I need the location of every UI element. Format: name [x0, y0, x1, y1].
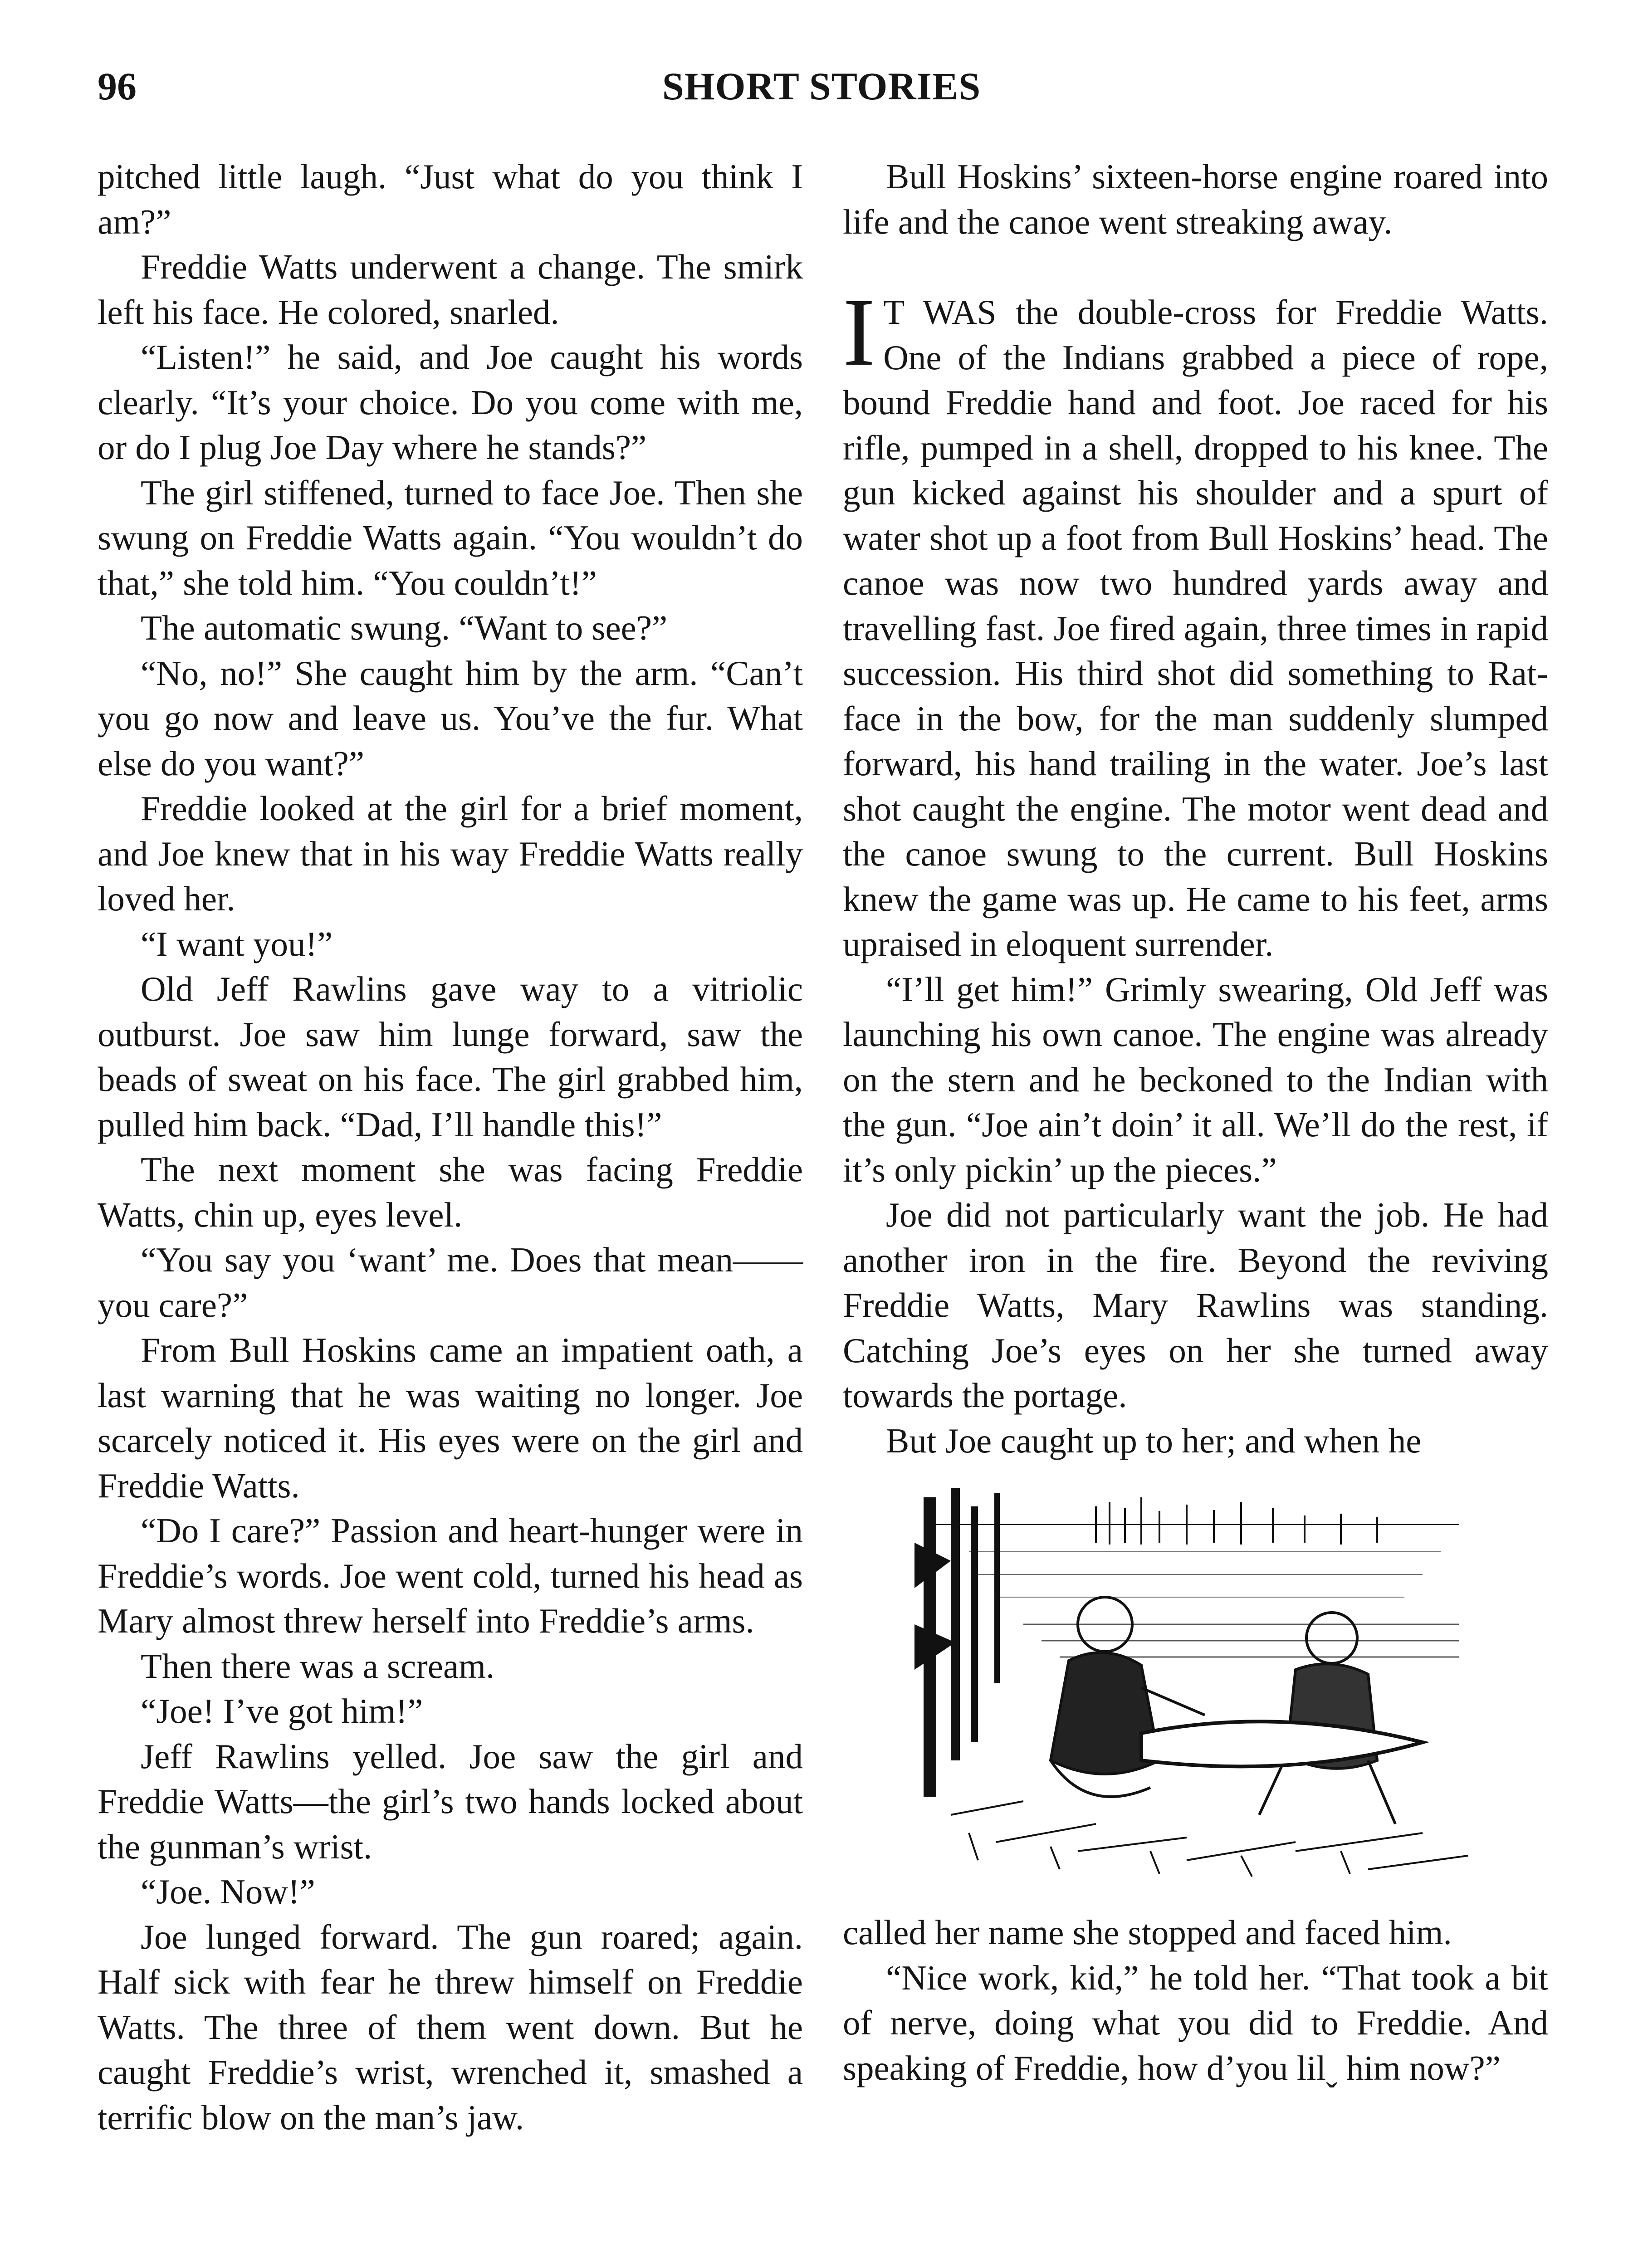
- paragraph: “I want you!”: [141, 924, 333, 963]
- paragraph: “Joe! I’ve got him!”: [141, 1691, 423, 1730]
- drop-cap: I: [843, 279, 875, 386]
- page-number: 96: [98, 64, 137, 108]
- running-head: SHORT STORIES: [662, 64, 981, 108]
- paragraph: “Do I care?” Passion and heart-hunger were in Freddie’s words. Joe went cold, turned his head as Mary almost threw herself into Freddie’s arms.: [98, 1511, 803, 1640]
- paragraph: Joe did not particularly want the job. He had another iron in the fire. Beyond the reviving Freddie Watts, Mary Rawlins was standing. Catching Joe’s eyes on her she turned away towards the portage.: [843, 1195, 1548, 1415]
- paragraph: The next moment she was facing Freddie Watts, chin up, eyes level.: [98, 1150, 803, 1234]
- paragraph: The automatic swung. “Want to see?”: [141, 608, 668, 647]
- paragraph: “I’ll get him!” Grimly swearing, Old Jeff was launching his own canoe. The engine was already on the stern and he beckoned to the Indian with the gun. “Joe ain’t doin’ it all. We’ll do the rest, if it’s only pickin’ up the pieces.”: [843, 969, 1548, 1189]
- paragraph: From Bull Hoskins came an impatient oath, a last warning that he was waiting no longer. Joe scarcely noticed it. His eyes were on the girl and Freddie Watts.: [98, 1330, 803, 1505]
- paragraph: “Nice work, kid,” he told her. “That took a bit of nerve, doing what you did to Freddie. And speaking of Freddie, how d’you lilˬ him now?”: [843, 1958, 1548, 2087]
- section-opening-text: T WAS the double-cross for Freddie Watts. One of the Indians grabbed a piece of rope, bound Freddie hand and foot. Joe raced for his rifle, pumped in a shell, dropped to his knee. The gun kicked against his shoulder and a spurt of water shot up a foot from Bull Hoskins’ head. The canoe was now two hundred yards away and travelling fast. Joe fired again, three times in rapid succession. His third shot did something to Rat-face in the bow, for the man suddenly slumped forward, his hand trailing in the water. Joe’s last shot caught the engine. The motor went dead and the canoe swung to the current. Bull Hoskins knew the game was up. He came to his feet, arms upraised in eloquent surrender.: [843, 293, 1548, 963]
- paragraph: Bull Hoskins’ sixteen-horse engine roared into life and the canoe went streaking away.: [843, 157, 1548, 241]
- paragraph: “No, no!” She caught him by the arm. “Can’t you go now and leave us. You’ve the fur. What else do you want?”: [98, 653, 803, 783]
- paragraph: pitched little laugh. “Just what do you think I am?”: [98, 157, 803, 241]
- paragraph: Freddie looked at the girl for a brief moment, and Joe knew that in his way Freddie Watts really loved her.: [98, 789, 803, 918]
- paragraph: “You say you ‘want’ me. Does that mean——you care?”: [98, 1240, 803, 1325]
- paragraph: Then there was a scream.: [141, 1646, 495, 1686]
- story-illustration: [914, 1488, 1477, 1878]
- paragraph: The girl stiffened, turned to face Joe. Then she swung on Freddie Watts again. “You wouldn’t do that,” she told him. “You couldn’t!”: [98, 473, 803, 602]
- section-opening-paragraph: [843, 279, 1548, 967]
- paragraph: Joe lunged forward. The gun roared; again. Half sick with fear he threw himself on Freddie Watts. The three of them went down. But he caught Freddie’s wrist, wrenched it, smashed a terrific blow on the man’s jaw.: [98, 1917, 803, 2137]
- paragraph: Freddie Watts underwent a change. The smirk left his face. He colored, snarled.: [98, 247, 803, 332]
- right-column: [843, 154, 1548, 2091]
- paragraph: Old Jeff Rawlins gave way to a vitriolic outburst. Joe saw him lunge forward, saw the beads of sweat on his face. The girl grabbed him, pulled him back. “Dad, I’ll handle this!”: [98, 969, 803, 1144]
- paragraph: But Joe caught up to her; and when he: [886, 1421, 1422, 1460]
- paragraph: “Joe. Now!”: [141, 1872, 315, 1911]
- paragraph: Jeff Rawlins yelled. Joe saw the girl and Freddie Watts—the girl’s two hands locked about the gunman’s wrist.: [98, 1736, 803, 1866]
- left-column: [98, 154, 803, 2140]
- paragraph: “Listen!” he said, and Joe caught his words clearly. “It’s your choice. Do you come with me, or do I plug Joe Day where he stands?”: [98, 337, 803, 467]
- paragraph: called her name she stopped and faced him.: [843, 1913, 1452, 1952]
